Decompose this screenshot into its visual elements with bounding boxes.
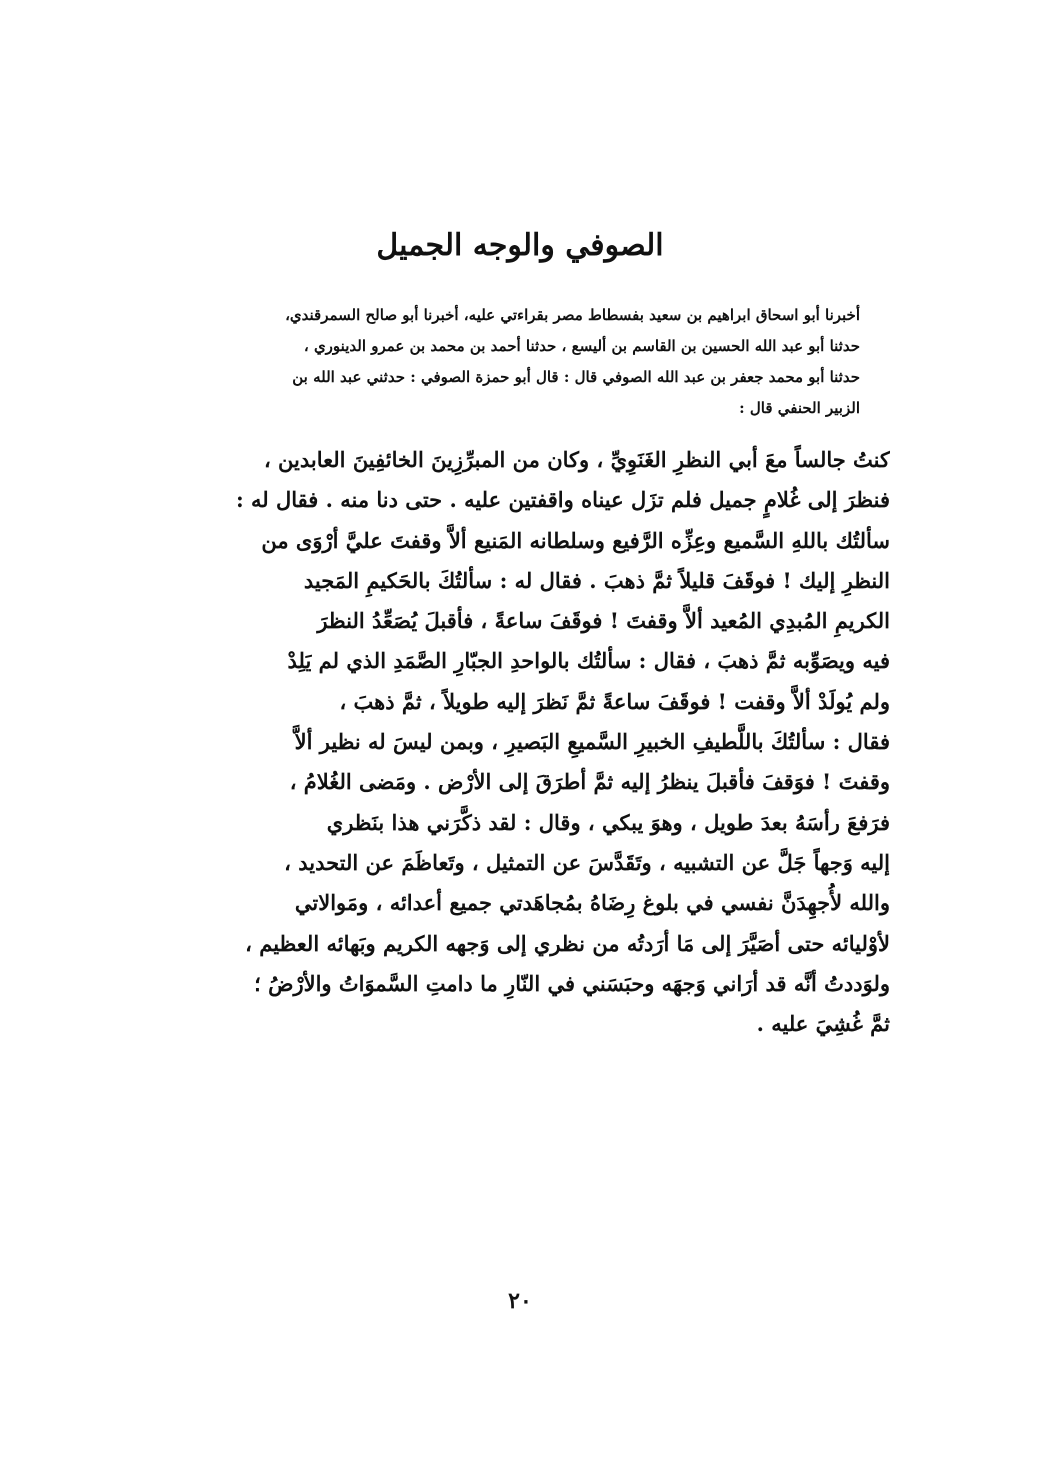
story-line: فرَفعَ رأسَهُ بعدَ طويل ، وهوَ يبكي ، وقال : لقد ذكَّرَني هذا بنَظري: [326, 809, 890, 835]
story-line: النظرِ إليك ! فوقَفَ قليلاً ثمَّ ذهبَ . فقال له : سألتُكَ بالحَكيمِ المَجيد: [303, 567, 890, 593]
isnad-paragraph: [180, 300, 860, 424]
story-line: كنتُ جالساً معَ أبي النظرِ الغَنَوِيِّ ، وكان من المبرِّزِينَ الخائفِينَ العابدين ،: [263, 447, 890, 472]
chapter-title: الصوفي والوجه الجميل: [376, 228, 664, 263]
isnad-line: حدثنا أبو محمد جعفر بن عبد الله الصوفي قال : قال أبو حمزة الصوفي : حدثني عبد الله بن: [292, 368, 860, 386]
story-line: فنظرَ إلى غُلامٍ جميل فلم تزَل عيناه واقفتين عليه . حتى دنا منه . فقال له :: [235, 487, 890, 513]
story-line: وقفتَ ! فوَقفَ فأقبلَ ينظرُ إليه ثمَّ أطرَقَ إلى الأرْض . ومَضى الغُلامُ ،: [289, 769, 890, 795]
story-line: سألتُك باللهِ السَّميع وعِزِّه الرَّفيع وسلطانه المَنيع ألاَّ وقفتَ عليَّ أرْوَى من: [261, 527, 890, 553]
isnad-line: الزبير الحنفي قال :: [739, 399, 860, 417]
story-paragraph: [170, 440, 890, 1044]
story-line: إليه وَجهاً جَلَّ عن التشبيه ، وتَقَدَّسَ عن التمثيل ، وتَعاظَمَ عن التحديد ،: [284, 849, 890, 875]
isnad-line: أخبرنا أبو اسحاق ابراهيم بن سعيد بفسطاط مصر بقراءتي عليه، أخبرنا أبو صالح السمرقندي،: [285, 306, 860, 324]
page-number: ٢٠: [508, 1288, 532, 1314]
story-line: الكريمِ المُبدِي المُعيد ألاَّ وقفتَ ! فوقَفَ ساعةً ، فأقبلَ يُصَعِّدُ النظرَ: [317, 608, 890, 634]
isnad-line: حدثنا أبو عبد الله الحسين بن القاسم بن أليسع ، حدثنا أحمد بن محمد بن عمرو الدينوري ،: [303, 337, 860, 355]
story-line: ولم يُولَدْ ألاَّ وقفت ! فوقَفَ ساعةً ثمَّ نَظرَ إليه طويلاً ، ثمَّ ذهبَ ،: [339, 688, 890, 714]
story-line: ثمَّ غُشِيَ عليه .: [756, 1011, 890, 1037]
story-line: ولوَددتُ أنَّه قد أرَاني وَجهَه وحبَسَني في النّارِ ما دامتِ السَّموَاتُ والأرْضُ ؛: [254, 970, 890, 996]
story-line: والله لأُجهِدَنَّ نفسي في بلوغ رِضَاهُ بمُجاهَدتي جميع أعدائه ، ومَوالاتي: [294, 890, 890, 916]
story-line: فيه ويصَوِّبه ثمَّ ذهبَ ، فقال : سألتُك بالواحدِ الجبّارِ الصَّمَدِ الذي لم يَلِدْ: [287, 648, 890, 674]
story-line: فقال : سألتُكَ باللَّطيفِ الخبيرِ السَّميعِ البَصيرِ ، وبمن ليسَ له نظير ألاَّ: [294, 729, 890, 755]
story-line: لأوْليائه حتى أصَيَّرَ إلى مَا أرَدتُه من نظري إلى وَجهه الكريم وبَهائه العظيم ،: [245, 930, 890, 956]
